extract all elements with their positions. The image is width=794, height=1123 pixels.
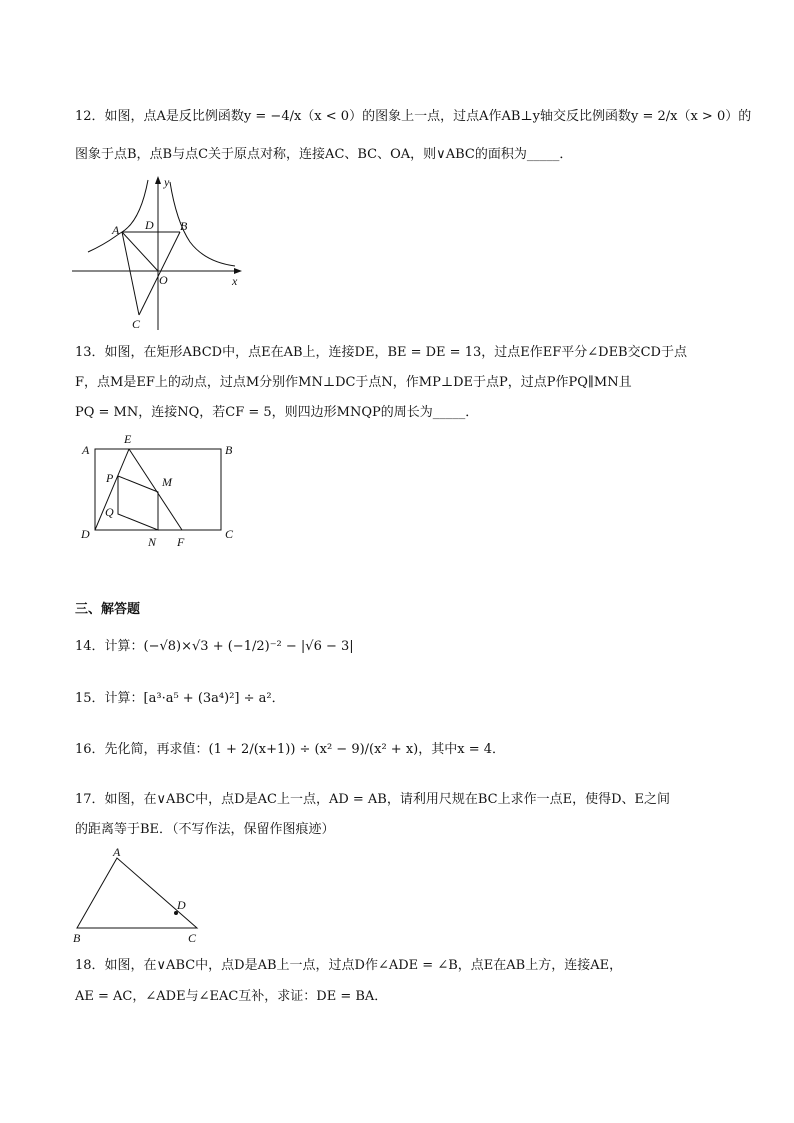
q14-text: 14．计算：(−√8)×√3 + (−1/2)⁻² − |√6 − 3| (75, 639, 354, 654)
q12-label-A: A (112, 223, 120, 237)
q13-line-2: F，点M是EF上的动点，过点M分别作MN⊥DC于点N，作MP⊥DE于点P，过点P作PQ∥MN且 (75, 375, 632, 390)
q15-text: 15．计算：[a³·a⁵ + (3a⁴)²] ÷ a²． (75, 691, 285, 706)
q17-label-C: C (188, 931, 197, 945)
q17-label-A: A (113, 845, 121, 859)
q12-label-x: x (232, 274, 238, 288)
q13-label-C: C (225, 527, 234, 541)
q13-line-3: PQ = MN，连接NQ，若CF = 5，则四边形MNQP的周长为_____． (75, 405, 479, 420)
q13-line-1: 13．如图，在矩形ABCD中，点E在AB上，连接DE，BE = DE = 13，过点E作EF平分∠DEB交CD于点 (75, 345, 687, 360)
q12-label-D: D (145, 218, 154, 232)
q12-line-1: 12．如图，点A是反比例函数y = −4/x（x < 0）的图象上一点，过点A作AB⊥y轴交反比例函数y = 2/x（x > 0）的 (75, 109, 752, 124)
q17-label-B: B (73, 931, 81, 945)
section-heading: 三、解答题 (75, 602, 141, 617)
q12-label-B: B (180, 219, 188, 233)
q12-label-O: O (159, 273, 168, 287)
q13-label-B: B (225, 443, 233, 457)
q17-line-2: 的距离等于BE．（不写作法，保留作图痕迹） (75, 822, 335, 837)
q13-label-E: E (124, 432, 132, 446)
q13-label-D: D (81, 527, 90, 541)
q12-label-C: C (132, 317, 141, 331)
q13-label-Q: Q (105, 505, 114, 519)
q12-figure (70, 172, 255, 332)
q13-label-M: M (162, 475, 172, 489)
q12-line-2: 图象于点B，点B与点C关于原点对称，连接AC、BC、OA，则∨ABC的面积为_____． (75, 147, 573, 162)
q18-line-2: AE = AC，∠ADE与∠EAC互补，求证：DE = BA． (75, 989, 388, 1004)
q17-label-D: D (177, 898, 186, 912)
q13-label-A: A (82, 443, 90, 457)
q13-figure (78, 430, 243, 550)
q17-line-1: 17．如图，在∨ABC中，点D是AC上一点，AD = AB，请利用尺规在BC上求作一点E，使得D、E之间 (75, 792, 670, 807)
q13-label-N: N (148, 535, 157, 549)
q13-label-F: F (177, 535, 185, 549)
q13-label-P: P (106, 471, 114, 485)
q18-line-1: 18．如图，在∨ABC中，点D是AB上一点，过点D作∠ADE = ∠B，点E在AB上方，连接AE， (75, 958, 623, 973)
q12-label-y: y (164, 175, 170, 189)
q17-figure (70, 843, 210, 945)
q16-text: 16．先化简，再求值：(1 + 2/(x+1)) ÷ (x² − 9)/(x² + x)，其中x = 4． (75, 742, 505, 757)
